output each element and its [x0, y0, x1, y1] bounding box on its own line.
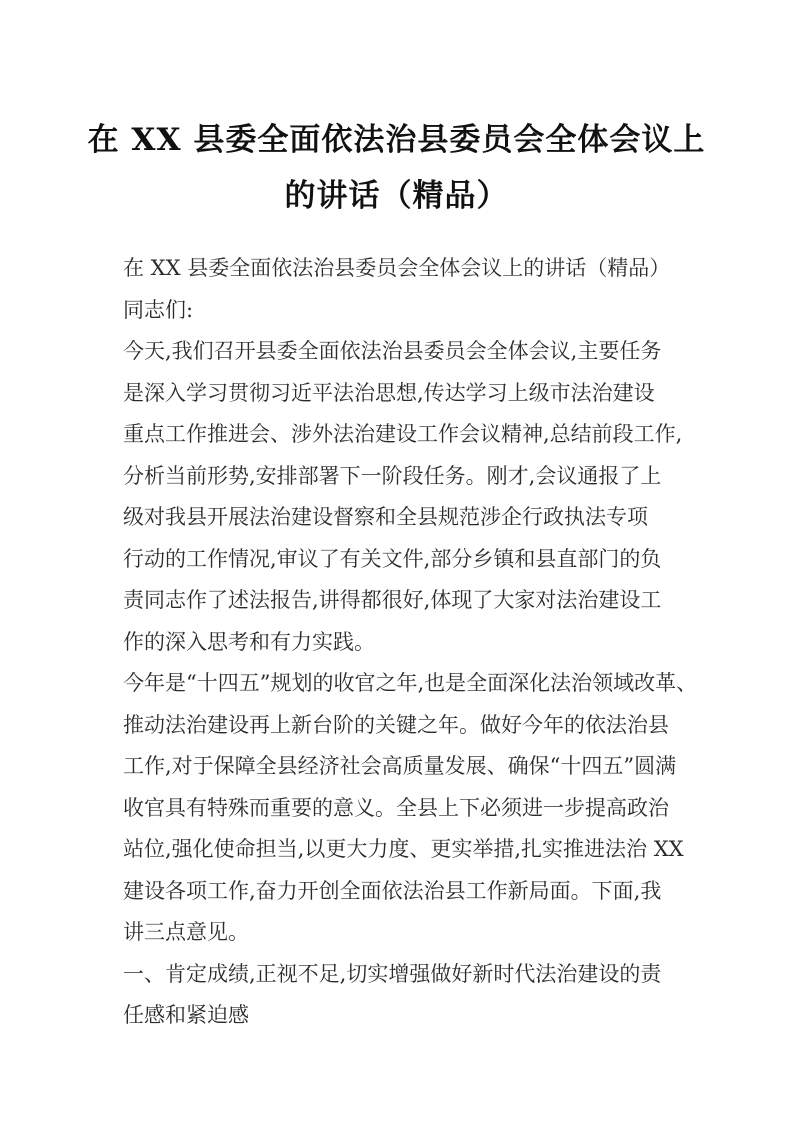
document-title-line: 的讲话（精品）: [284, 178, 509, 214]
text-line: 责同志作了述法报告,讲得都很好,体现了大家对法治建设工: [123, 588, 662, 612]
section-heading-line: 一、肯定成绩,正视不足,切实增强做好新时代法治建设的责: [123, 961, 662, 986]
text-line: 建设各项工作,奋力开创全面依法治县工作新局面。下面,我: [123, 878, 662, 903]
text-line: 推动法治建设再上新台阶的关键之年。做好今年的依法治县: [123, 712, 669, 737]
text-line: 工作,对于保障全县经济社会高质量发展、确保“十四五”圆满: [123, 754, 677, 778]
text-line: 重点工作推进会、涉外法治建设工作会议精神,总结前段工作,: [123, 422, 683, 446]
document-title: [0, 112, 793, 224]
text-line: 收官具有特殊而重要的意义。全县上下必须进一步提高政治: [123, 795, 669, 820]
text-line: 是深入学习贯彻习近平法治思想,传达学习上级市法治建设: [123, 380, 655, 405]
section-heading-line: 任感和紧迫感: [123, 1003, 249, 1027]
text-line: 分析当前形势,安排部署下一阶段任务。刚才,会议通报了上: [123, 463, 662, 488]
text-line: 今年是“十四五”规划的收官之年,也是全面深化法治领域改革、: [123, 671, 698, 695]
text-line: 行动的工作情况,审议了有关文件,部分乡镇和县直部门的负: [123, 546, 662, 571]
text-line: 作的深入思考和有力实践。: [123, 629, 375, 654]
text-line: 同志们:: [123, 297, 194, 322]
text-line: 在 XX 县委全面依法治县委员会全体会议上的讲话（精品）: [123, 256, 671, 280]
text-line: 站位,强化使命担当,以更大力度、更实举措,扎实推进法治 XX: [123, 837, 684, 861]
document-title-line: 在 XX 县委全面依法治县委员会全体会议上: [87, 122, 706, 158]
text-line: 今天,我们召开县委全面依法治县委员会全体会议,主要任务: [123, 339, 662, 363]
document-body: [123, 248, 698, 1037]
text-line: 级对我县开展法治建设督察和全县规范涉企行政执法专项: [123, 505, 648, 529]
text-line: 讲三点意见。: [123, 920, 249, 944]
